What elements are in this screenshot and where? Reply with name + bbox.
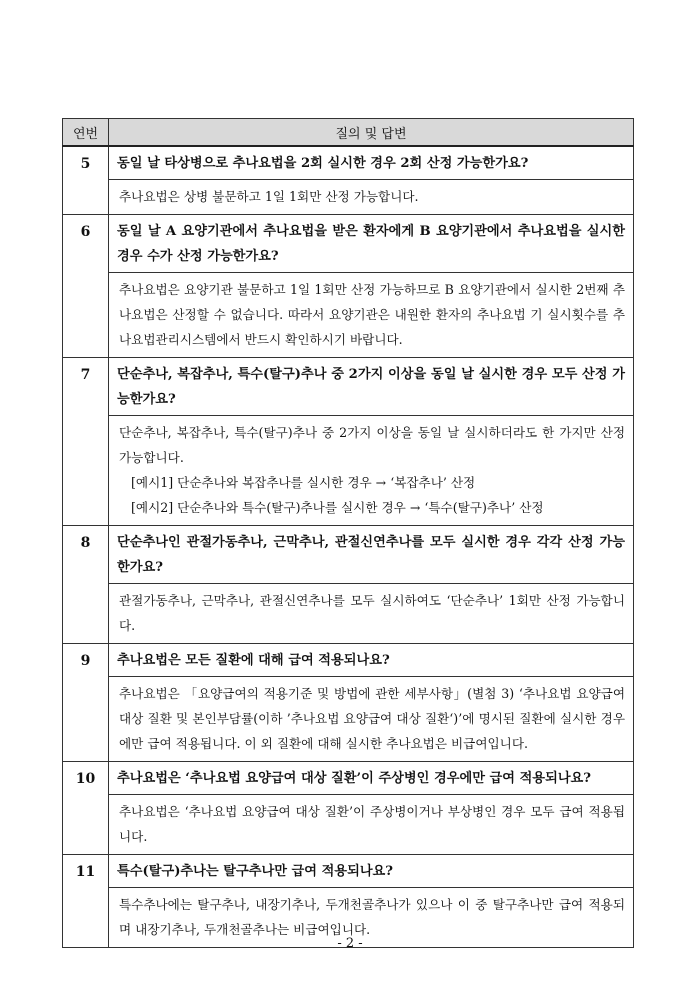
question-text: 단순추나인 관절가동추나, 근막추나, 관절신연추나를 모두 실시한 경우 각각 산정 가능한가요? (109, 526, 633, 584)
question-text: 동일 날 타상병으로 추나요법을 2회 실시한 경우 2회 산정 가능한가요? (109, 147, 633, 180)
header-content: 질의 및 답변 (109, 119, 634, 147)
question-text: 추나요법은 모든 질환에 대해 급여 적용되나요? (109, 644, 633, 677)
page-number: - 2 - (337, 936, 363, 951)
question-text: 특수(탈구)추나는 탈구추나만 급여 적용되나요? (109, 855, 633, 888)
qa-cell (109, 762, 634, 855)
qa-table (62, 118, 634, 948)
table-row (63, 762, 634, 855)
answer-text: 단순추나, 복잡추나, 특수(탈구)추나 중 2가지 이상을 동일 날 실시하더라도 한 가지만 산정 가능합니다. (119, 425, 625, 465)
question-text: 추나요법은 ‘추나요법 요양급여 대상 질환’이 주상병인 경우에만 급여 적용되나요? (109, 762, 633, 795)
row-number: 11 (63, 855, 109, 948)
header-number: 연번 (63, 119, 109, 147)
row-number: 5 (63, 146, 109, 215)
qa-cell (109, 358, 634, 526)
header-row (63, 119, 634, 147)
qa-cell (109, 526, 634, 644)
qa-cell (109, 644, 634, 762)
table-row (63, 855, 634, 948)
answer-text: 특수추나에는 탈구추나, 내장기추나, 두개천골추나가 있으나 이 중 탈구추나만 급여 적용되며 내장기추나, 두개천골추나는 비급여입니다. (119, 897, 625, 937)
table-row (63, 358, 634, 526)
table-row (63, 215, 634, 358)
answer-text: 추나요법은 요양기관 불문하고 1일 1회만 산정 가능하므로 B 요양기관에서 실시한 2번째 추나요법은 산정할 수 없습니다. 따라서 요양기관은 내원한 환자의 추나요법 기 실시횟수를 추나요법관리시스템에서 반드시 확인하시기 바랍니다. (119, 282, 625, 347)
answer-text: 관절가동추나, 근막추나, 관절신연추나를 모두 실시하여도 ‘단순추나’ 1회만 산정 가능합니다. (119, 593, 625, 633)
answer-text: 추나요법은 「요양급여의 적용기준 및 방법에 관한 세부사항」(별첨 3) ‘추나요법 요양급여 대상 질환 및 본인부담률(이하 ’추나요법 요양급여 대상 질환‘)’에 명시된 질환에 실시한 경우에만 급여 적용됩니다. 이 외 질환에 대해 실시한 추나요법은 비급여입니다. (119, 686, 625, 751)
table-row (63, 644, 634, 762)
qa-cell (109, 146, 634, 215)
qa-cell (109, 215, 634, 358)
example-line: [예시1] 단순추나와 복잡추나를 실시한 경우 → ‘복잡추나’ 산정 (131, 475, 476, 490)
table-row (63, 526, 634, 644)
row-number: 6 (63, 215, 109, 358)
question-text: 동일 날 A 요양기관에서 추나요법을 받은 환자에게 B 요양기관에서 추나요법을 실시한 경우 수가 산정 가능한가요? (109, 215, 633, 273)
qa-cell (109, 855, 634, 948)
example-line: [예시2] 단순추나와 특수(탈구)추나를 실시한 경우 → ‘특수(탈구)추나’ 산정 (131, 500, 544, 515)
answer-text: 추나요법은 상병 불문하고 1일 1회만 산정 가능합니다. (119, 189, 419, 204)
table-row (63, 146, 634, 215)
question-text: 단순추나, 복잡추나, 특수(탈구)추나 중 2가지 이상을 동일 날 실시한 경우 모두 산정 가능한가요? (109, 358, 633, 416)
row-number: 9 (63, 644, 109, 762)
answer-text: 추나요법은 ‘추나요법 요양급여 대상 질환’이 주상병이거나 부상병인 경우 모두 급여 적용됩니다. (119, 804, 625, 844)
row-number: 8 (63, 526, 109, 644)
row-number: 10 (63, 762, 109, 855)
row-number: 7 (63, 358, 109, 526)
answer-block (109, 416, 633, 525)
